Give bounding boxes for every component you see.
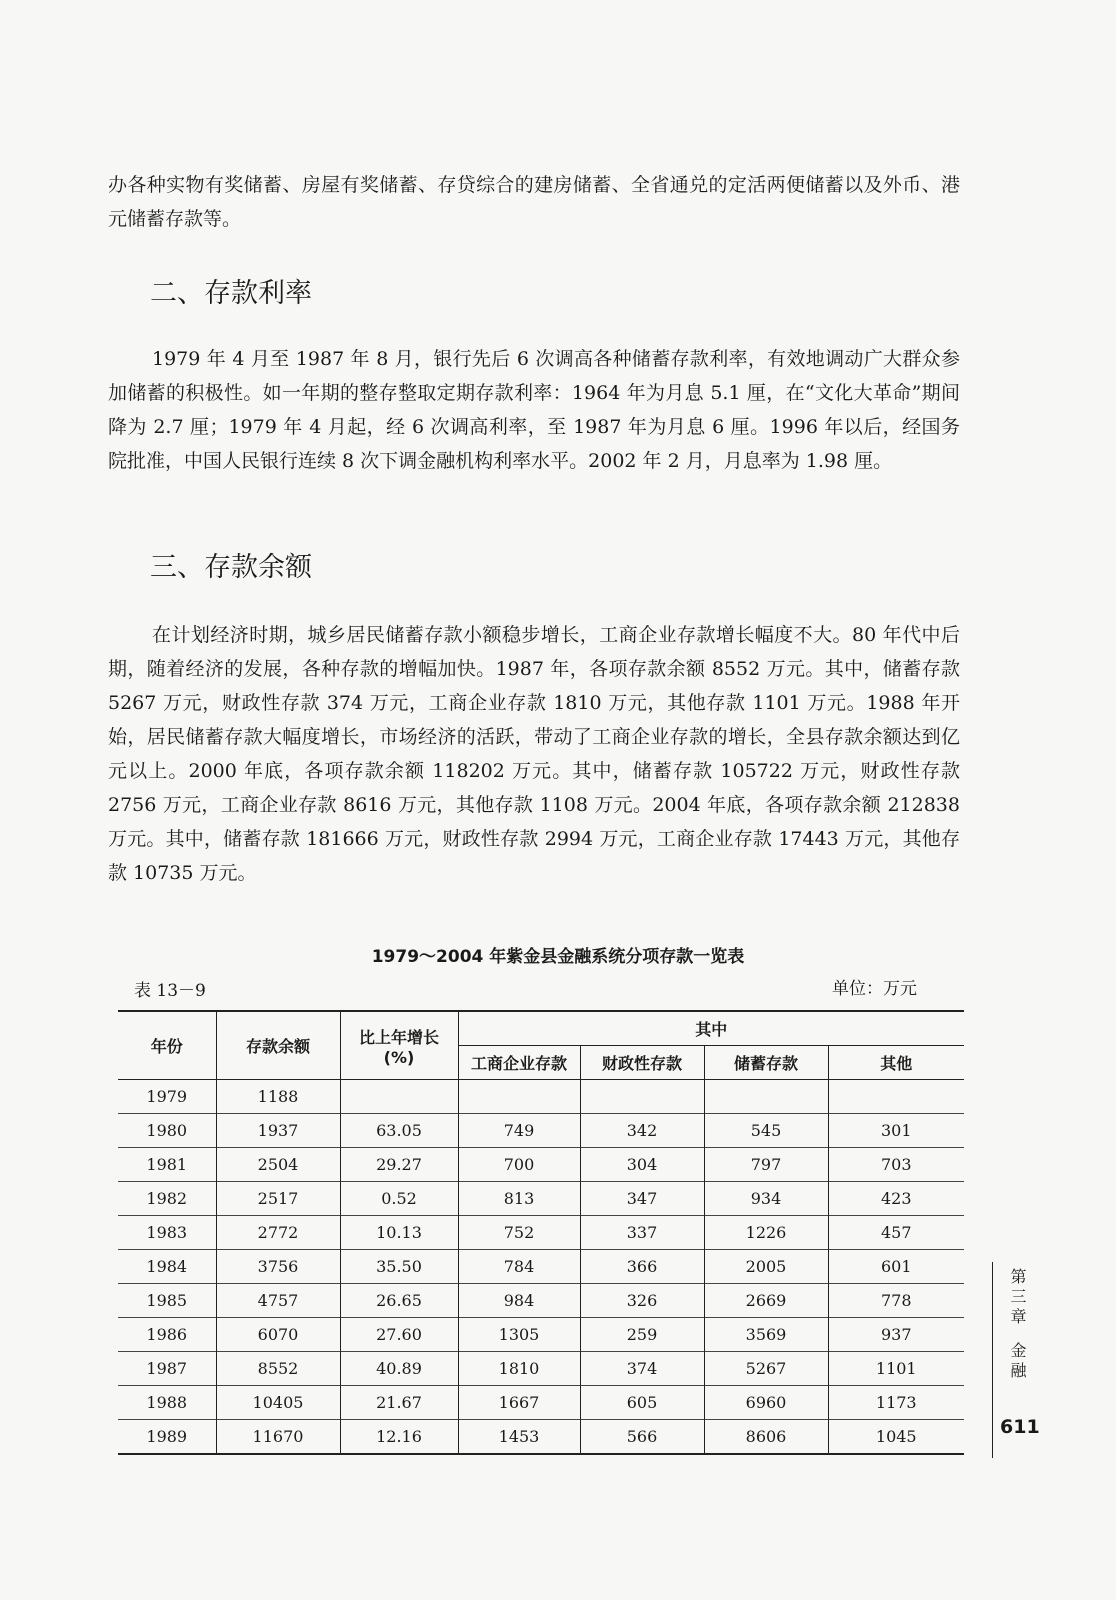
cell-enterprise: 752 (458, 1216, 580, 1250)
table-row (118, 1114, 964, 1148)
chapter-number: 第三章 (1008, 1268, 1027, 1328)
table-row (118, 1182, 964, 1216)
cell-enterprise: 749 (458, 1114, 580, 1148)
deposit-table (118, 1010, 964, 1455)
cell-growth (340, 1080, 458, 1114)
cell-growth: 10.13 (340, 1216, 458, 1250)
cell-savings: 797 (704, 1148, 828, 1182)
chapter-label (1006, 1268, 1028, 1382)
page-number: 611 (1000, 1416, 1040, 1438)
cell-year: 1988 (118, 1386, 216, 1420)
cell-year: 1985 (118, 1284, 216, 1318)
cell-fiscal: 605 (580, 1386, 704, 1420)
cell-growth: 35.50 (340, 1250, 458, 1284)
cell-enterprise: 1810 (458, 1352, 580, 1386)
table-row (118, 1386, 964, 1420)
cell-year: 1983 (118, 1216, 216, 1250)
paragraph-savings-types: 办各种实物有奖储蓄、房屋有奖储蓄、存贷综合的建房储蓄、全省通兑的定活两便储蓄以及外币、港元储蓄存款等。 (108, 174, 960, 230)
header-other: 其他 (828, 1046, 964, 1080)
cell-other: 1173 (828, 1386, 964, 1420)
cell-other: 423 (828, 1182, 964, 1216)
cell-balance: 1937 (216, 1114, 340, 1148)
cell-other: 457 (828, 1216, 964, 1250)
cell-year: 1979 (118, 1080, 216, 1114)
table-row (118, 1284, 964, 1318)
cell-growth: 29.27 (340, 1148, 458, 1182)
cell-savings: 545 (704, 1114, 828, 1148)
cell-enterprise: 1667 (458, 1386, 580, 1420)
margin-rule (992, 1262, 993, 1458)
paragraph-deposit-rates: 1979 年 4 月至 1987 年 8 月，银行先后 6 次调高各种储蓄存款利率，有效地调动广大群众参加储蓄的积极性。如一年期的整存整取定期存款利率：1964 年为月息 5.1 厘，在“文化大革命”期间降为 2.7 厘；1979 年 4 月起，经 6 次调高利率，至 1987 年为月息 6 厘。1996 年以后，经国务院批准，中国人民银行连续 8 次下调金融机构利率水平。2002 年 2 月，月息率为 1.98 厘。 (108, 348, 960, 472)
cell-other: 778 (828, 1284, 964, 1318)
cell-fiscal (580, 1080, 704, 1114)
cell-fiscal: 259 (580, 1318, 704, 1352)
cell-enterprise: 1453 (458, 1420, 580, 1455)
cell-savings: 934 (704, 1182, 828, 1216)
cell-fiscal: 326 (580, 1284, 704, 1318)
cell-fiscal: 347 (580, 1182, 704, 1216)
cell-other: 703 (828, 1148, 964, 1182)
cell-year: 1981 (118, 1148, 216, 1182)
cell-other: 1045 (828, 1420, 964, 1455)
cell-year: 1980 (118, 1114, 216, 1148)
section-heading-deposit-balance: 三、存款余额 (150, 552, 312, 583)
cell-growth: 12.16 (340, 1420, 458, 1455)
cell-growth: 40.89 (340, 1352, 458, 1386)
cell-other: 601 (828, 1250, 964, 1284)
cell-balance: 2772 (216, 1216, 340, 1250)
cell-savings: 8606 (704, 1420, 828, 1455)
cell-enterprise: 1305 (458, 1318, 580, 1352)
cell-fiscal: 566 (580, 1420, 704, 1455)
header-enterprise: 工商企业存款 (458, 1046, 580, 1080)
table-unit: 单位：万元 (832, 979, 917, 999)
table-header (118, 1011, 964, 1080)
cell-fiscal: 342 (580, 1114, 704, 1148)
header-savings: 储蓄存款 (704, 1046, 828, 1080)
table-title: 1979～2004 年紫金县金融系统分项存款一览表 (371, 947, 745, 967)
cell-year: 1986 (118, 1318, 216, 1352)
table-row (118, 1080, 964, 1114)
cell-balance: 6070 (216, 1318, 340, 1352)
header-balance: 存款余额 (216, 1011, 340, 1080)
cell-fiscal: 304 (580, 1148, 704, 1182)
chapter-section: 金融 (1008, 1342, 1027, 1382)
cell-growth: 21.67 (340, 1386, 458, 1420)
cell-year: 1984 (118, 1250, 216, 1284)
header-year: 年份 (118, 1011, 216, 1080)
cell-balance: 10405 (216, 1386, 340, 1420)
cell-year: 1989 (118, 1420, 216, 1455)
table-number: 表 13－9 (134, 981, 206, 1001)
cell-enterprise: 700 (458, 1148, 580, 1182)
cell-enterprise: 984 (458, 1284, 580, 1318)
table-row (118, 1250, 964, 1284)
cell-other: 937 (828, 1318, 964, 1352)
cell-savings: 5267 (704, 1352, 828, 1386)
cell-balance: 4757 (216, 1284, 340, 1318)
cell-fiscal: 337 (580, 1216, 704, 1250)
table-row (118, 1420, 964, 1455)
cell-enterprise: 784 (458, 1250, 580, 1284)
cell-balance: 1188 (216, 1080, 340, 1114)
cell-fiscal: 374 (580, 1352, 704, 1386)
cell-fiscal: 366 (580, 1250, 704, 1284)
paragraph-deposit-balance: 在计划经济时期，城乡居民储蓄存款小额稳步增长，工商企业存款增长幅度不大。80 年代中后期，随着经济的发展，各种存款的增幅加快。1987 年，各项存款余额 8552 万元。其中，储蓄存款 5267 万元，财政性存款 374 万元，工商企业存款 1810 万元，其他存款 1101 万元。1988 年开始，居民储蓄存款大幅度增长，市场经济的活跃，带动了工商企业存款的增长，全县存款余额达到亿元以上。2000 年底，各项存款余额 118202 万元。其中，储蓄存款 105722 万元，财政性存款 2756 万元，工商企业存款 8616 万元，其他存款 1108 万元。2004 年底，各项存款余额 212838 万元。其中，储蓄存款 181666 万元，财政性存款 2994 万元，工商企业存款 17443 万元，其他存款 10735 万元。 (108, 624, 960, 884)
cell-growth: 27.60 (340, 1318, 458, 1352)
cell-savings: 1226 (704, 1216, 828, 1250)
cell-other (828, 1080, 964, 1114)
cell-balance: 3756 (216, 1250, 340, 1284)
cell-balance: 11670 (216, 1420, 340, 1455)
table-row (118, 1148, 964, 1182)
header-of-which: 其中 (458, 1011, 964, 1046)
cell-balance: 2504 (216, 1148, 340, 1182)
table-body (118, 1080, 964, 1455)
cell-balance: 2517 (216, 1182, 340, 1216)
cell-savings (704, 1080, 828, 1114)
cell-savings: 6960 (704, 1386, 828, 1420)
cell-growth: 26.65 (340, 1284, 458, 1318)
cell-year: 1987 (118, 1352, 216, 1386)
cell-enterprise (458, 1080, 580, 1114)
cell-year: 1982 (118, 1182, 216, 1216)
table-row (118, 1352, 964, 1386)
cell-savings: 2005 (704, 1250, 828, 1284)
cell-balance: 8552 (216, 1352, 340, 1386)
table-row (118, 1318, 964, 1352)
section-heading-deposit-rates: 二、存款利率 (150, 278, 312, 309)
cell-growth: 0.52 (340, 1182, 458, 1216)
cell-savings: 3569 (704, 1318, 828, 1352)
cell-other: 301 (828, 1114, 964, 1148)
cell-other: 1101 (828, 1352, 964, 1386)
cell-enterprise: 813 (458, 1182, 580, 1216)
header-growth: 比上年增长(%) (340, 1011, 458, 1080)
cell-savings: 2669 (704, 1284, 828, 1318)
cell-growth: 63.05 (340, 1114, 458, 1148)
table-row (118, 1216, 964, 1250)
header-fiscal: 财政性存款 (580, 1046, 704, 1080)
